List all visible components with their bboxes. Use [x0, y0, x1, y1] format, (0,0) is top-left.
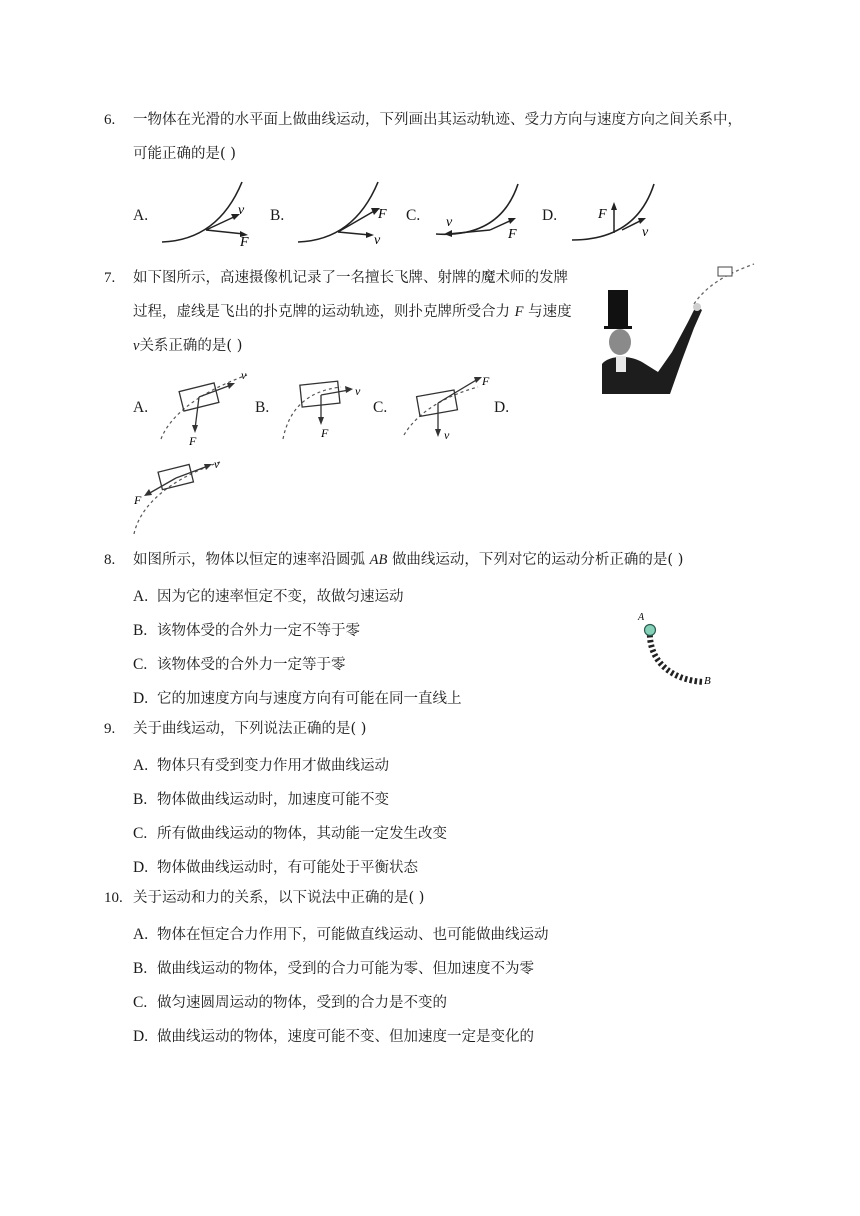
question-stem: 关于运动和力的关系，以下说法中正确的是( )	[133, 890, 425, 906]
top-hat	[608, 290, 628, 328]
option-c[interactable]	[133, 822, 447, 843]
card-trajectory	[283, 387, 341, 439]
force-arrow	[438, 379, 478, 403]
force-label: F	[134, 493, 142, 507]
arrowhead	[318, 417, 324, 425]
card-trajectory	[404, 387, 478, 435]
option-text: 物体在恒定合力作用下，可能做直线运动、也可能做曲线运动	[157, 927, 549, 943]
card-rect	[417, 390, 458, 416]
arrowhead	[611, 202, 617, 210]
arc-ab-figure	[632, 608, 722, 694]
arrowhead	[444, 230, 452, 237]
question-number: 8.	[104, 552, 116, 568]
option-letter: B.	[133, 960, 148, 977]
moving-object	[645, 625, 656, 636]
option-d-label: D.	[494, 399, 510, 416]
option-b-label: B.	[270, 207, 285, 224]
arrowhead	[192, 425, 198, 433]
option-letter: A.	[133, 757, 149, 774]
force-arrow	[148, 478, 176, 494]
option-d[interactable]	[133, 856, 418, 877]
velocity-arrow	[206, 216, 236, 230]
arc-path	[650, 630, 704, 682]
velocity-label: v	[238, 203, 245, 218]
option-b[interactable]	[133, 788, 389, 809]
option-text: 该物体受的合外力一定等于零	[157, 657, 346, 673]
velocity-label: v	[374, 233, 381, 248]
option-c-label: C.	[373, 399, 388, 416]
question-stem-line-1: 如下图所示，高速摄像机记录了一名擅长飞牌、射牌的魔术师的发牌	[133, 270, 568, 286]
velocity-label: v	[444, 428, 450, 442]
question-stem-line-2: 可能正确的是( )	[133, 146, 236, 162]
force-label: F	[321, 426, 329, 440]
velocity-arrow	[448, 230, 490, 234]
force-label: F	[240, 235, 249, 248]
point-a-label: A	[638, 612, 645, 623]
option-text: 它的加速度方向与速度方向有可能在同一直线上	[157, 691, 462, 707]
question-stem-line-2	[133, 304, 572, 321]
velocity-label: v	[214, 457, 220, 471]
option-text: 做匀速圆周运动的物体，受到的合力是不变的	[157, 995, 447, 1011]
force-symbol: F	[514, 304, 524, 320]
shirt	[616, 356, 626, 372]
arc-label: AB	[369, 552, 388, 568]
question-number: 7.	[104, 270, 116, 286]
card-figure-a	[155, 365, 255, 447]
velocity-label: v	[446, 215, 453, 230]
arrowhead	[638, 218, 646, 224]
velocity-label: v	[642, 225, 649, 240]
stem-text: 关系正确的是( )	[139, 338, 243, 354]
option-a-label: A.	[133, 207, 149, 224]
option-letter: B.	[133, 622, 148, 639]
option-a-label: A.	[133, 399, 149, 416]
arrowhead	[366, 232, 374, 238]
option-c-label: C.	[406, 207, 421, 224]
force-arrow	[206, 230, 244, 234]
arrowhead	[345, 386, 353, 393]
option-a[interactable]	[133, 923, 549, 944]
option-text: 物体只有受到变力作用才做曲线运动	[157, 758, 389, 774]
option-b[interactable]	[133, 957, 534, 978]
option-text: 物体做曲线运动时，有可能处于平衡状态	[157, 860, 418, 876]
option-text: 做曲线运动的物体，速度可能不变、但加速度一定是变化的	[157, 1029, 534, 1045]
option-letter: C.	[133, 656, 148, 673]
trajectory-figure-b	[294, 178, 394, 248]
force-label: F	[598, 207, 607, 222]
question-stem-line-3	[133, 338, 242, 355]
option-letter: D.	[133, 690, 149, 707]
stem-text: 过程，虚线是飞出的扑克牌的运动轨迹，则扑克牌所受合力	[133, 304, 510, 320]
force-label: F	[378, 207, 387, 222]
trajectory-figure-d	[566, 178, 666, 248]
stem-text: 做曲线运动，下列对它的运动分析正确的是( )	[391, 552, 684, 568]
magician-illustration	[598, 262, 758, 394]
force-arrow	[338, 210, 376, 232]
option-letter: C.	[133, 994, 148, 1011]
option-letter: A.	[133, 588, 149, 605]
arrowhead	[474, 377, 482, 383]
trajectory-figure-a	[158, 178, 258, 248]
question-stem-line-1: 一物体在光滑的水平面上做曲线运动，下列画出其运动轨迹、受力方向与速度方向之间关系中，	[133, 112, 742, 128]
flying-card	[718, 267, 732, 276]
velocity-label: v	[241, 368, 247, 382]
force-label: F	[482, 374, 490, 388]
arrowhead	[204, 464, 212, 470]
question-stem: 关于曲线运动，下列说法正确的是( )	[133, 721, 367, 737]
option-c[interactable]	[133, 653, 346, 674]
magician-face	[609, 329, 631, 355]
card-figure-c	[398, 365, 498, 447]
option-text: 做曲线运动的物体，受到的合力可能为零、但加速度不为零	[157, 961, 534, 977]
question-number: 6.	[104, 112, 116, 128]
option-letter: B.	[133, 791, 148, 808]
velocity-arrow	[338, 232, 370, 235]
option-d-label: D.	[542, 207, 558, 224]
option-c[interactable]	[133, 991, 447, 1012]
question-number: 9.	[104, 721, 116, 737]
card-trajectory	[161, 375, 247, 439]
option-text: 物体做曲线运动时，加速度可能不变	[157, 792, 389, 808]
option-text: 因为它的速率恒定不变，故做匀速运动	[157, 589, 404, 605]
force-arrow	[195, 397, 199, 429]
option-text: 该物体受的合外力一定不等于零	[157, 623, 360, 639]
card-figure-b	[277, 365, 377, 447]
option-a[interactable]	[133, 754, 389, 775]
option-a[interactable]	[133, 585, 404, 606]
option-d[interactable]	[133, 687, 462, 708]
option-b-label: B.	[255, 399, 270, 416]
option-b[interactable]	[133, 619, 360, 640]
card-trajectory	[134, 462, 220, 534]
force-label: F	[508, 227, 517, 242]
trajectory-figure-c	[430, 178, 530, 248]
arrowhead	[227, 383, 235, 389]
arrowhead	[435, 429, 441, 437]
option-letter: D.	[133, 1028, 149, 1045]
velocity-label: v	[355, 384, 361, 398]
stem-text: 如图所示，物体以恒定的速率沿圆弧	[133, 552, 365, 568]
option-letter: A.	[133, 926, 149, 943]
option-letter: C.	[133, 825, 148, 842]
velocity-symbol: v	[133, 338, 140, 354]
card-figure-d	[128, 456, 228, 538]
force-label: F	[189, 434, 197, 447]
stem-text: 与速度	[528, 304, 572, 320]
point-b-label: B	[704, 675, 711, 687]
card-rect	[300, 381, 340, 407]
option-d[interactable]	[133, 1025, 534, 1046]
arrowhead	[508, 218, 516, 224]
question-number: 10.	[104, 890, 123, 906]
option-letter: D.	[133, 859, 149, 876]
hand	[693, 303, 701, 311]
question-stem	[133, 552, 683, 569]
option-text: 所有做曲线运动的物体，其动能一定发生改变	[157, 826, 447, 842]
